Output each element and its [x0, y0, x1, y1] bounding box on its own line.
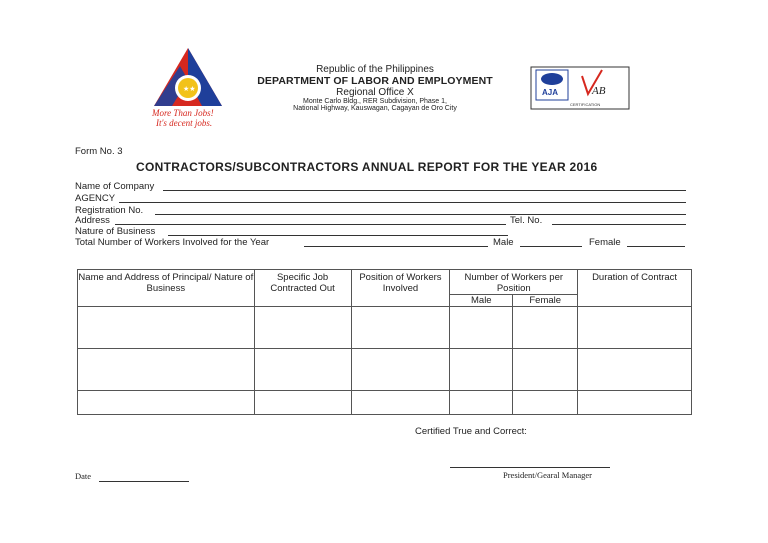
- address-line-1: Monte Carlo Bldg., RER Subdivision, Phase 1,: [303, 98, 447, 105]
- certified-text: Certified True and Correct:: [415, 426, 527, 437]
- female-line[interactable]: [627, 246, 685, 247]
- table-row: [78, 307, 692, 349]
- table-cell[interactable]: [513, 307, 578, 349]
- table-row: [78, 391, 692, 415]
- company-line[interactable]: [163, 190, 686, 191]
- right-logo-caption: CERTIFICATION: [570, 102, 601, 107]
- table-cell[interactable]: [78, 391, 255, 415]
- col-male-header: Male: [450, 295, 513, 307]
- tel-label: Tel. No.: [510, 215, 543, 226]
- date-line[interactable]: [99, 481, 189, 482]
- registration-label: Registration No.: [75, 205, 144, 216]
- table-row: [78, 349, 692, 391]
- male-label: Male: [493, 237, 514, 248]
- report-table: [77, 269, 692, 415]
- table-cell[interactable]: [78, 307, 255, 349]
- department-name: DEPARTMENT OF LABOR AND EMPLOYMENT: [257, 75, 493, 87]
- col-duration-header: Duration of Contract: [578, 270, 692, 307]
- nature-label: Nature of Business: [75, 226, 156, 237]
- table-cell[interactable]: [351, 349, 450, 391]
- right-logo-text2: AB: [592, 85, 606, 97]
- col-number-header: Number of Workers per Position: [450, 270, 578, 295]
- regional-office: Regional Office X: [336, 87, 414, 98]
- slogan-line1: More Than Jobs!: [152, 108, 214, 118]
- table-cell[interactable]: [450, 349, 513, 391]
- table-cell[interactable]: [578, 391, 692, 415]
- table-cell[interactable]: [254, 349, 351, 391]
- address-line[interactable]: [115, 224, 506, 225]
- form-number: Form No. 3: [75, 146, 123, 157]
- table-cell[interactable]: [450, 391, 513, 415]
- agency-label: AGENCY: [75, 193, 116, 204]
- total-workers-label: Total Number of Workers Involved for the Year: [75, 237, 270, 248]
- col-job-header: Specific Job Contracted Out: [254, 270, 351, 307]
- republic-text: Republic of the Philippines: [316, 64, 434, 75]
- signature-line[interactable]: [450, 467, 610, 468]
- registration-line[interactable]: [155, 214, 686, 215]
- address-label: Address: [75, 215, 110, 226]
- table-cell[interactable]: [513, 349, 578, 391]
- right-logo-text1: AJA: [542, 88, 559, 97]
- date-label: Date: [75, 471, 92, 481]
- dole-logo: [150, 46, 240, 130]
- col-female-header: Female: [513, 295, 578, 307]
- total-workers-line[interactable]: [304, 246, 488, 247]
- company-label: Name of Company: [75, 181, 155, 192]
- col-principal-header: Name and Address of Principal/ Nature of Business: [78, 270, 255, 307]
- slogan-line2: It's decent jobs.: [156, 118, 213, 128]
- agency-line[interactable]: [119, 202, 686, 203]
- table-cell[interactable]: [254, 391, 351, 415]
- nature-line[interactable]: [168, 235, 508, 236]
- table-cell[interactable]: [351, 391, 450, 415]
- table-cell[interactable]: [450, 307, 513, 349]
- col-position-header: Position of Workers Involved: [351, 270, 450, 307]
- female-label: Female: [589, 237, 621, 248]
- certification-logo: [530, 66, 630, 110]
- male-line[interactable]: [520, 246, 582, 247]
- svg-text:★★: ★★: [183, 85, 196, 93]
- table-cell[interactable]: [78, 349, 255, 391]
- table-cell[interactable]: [513, 391, 578, 415]
- table-cell[interactable]: [578, 349, 692, 391]
- table-cell[interactable]: [351, 307, 450, 349]
- table-cell[interactable]: [254, 307, 351, 349]
- table-cell[interactable]: [578, 307, 692, 349]
- signatory-title: President/Gearal Manager: [503, 470, 592, 480]
- form-title: CONTRACTORS/SUBCONTRACTORS ANNUAL REPORT FOR THE YEAR 2016: [136, 160, 598, 174]
- header-block: [240, 64, 510, 112]
- tel-line[interactable]: [552, 224, 686, 225]
- address-line-2: National Highway, Kauswagan, Cagayan de Oro City: [293, 105, 457, 112]
